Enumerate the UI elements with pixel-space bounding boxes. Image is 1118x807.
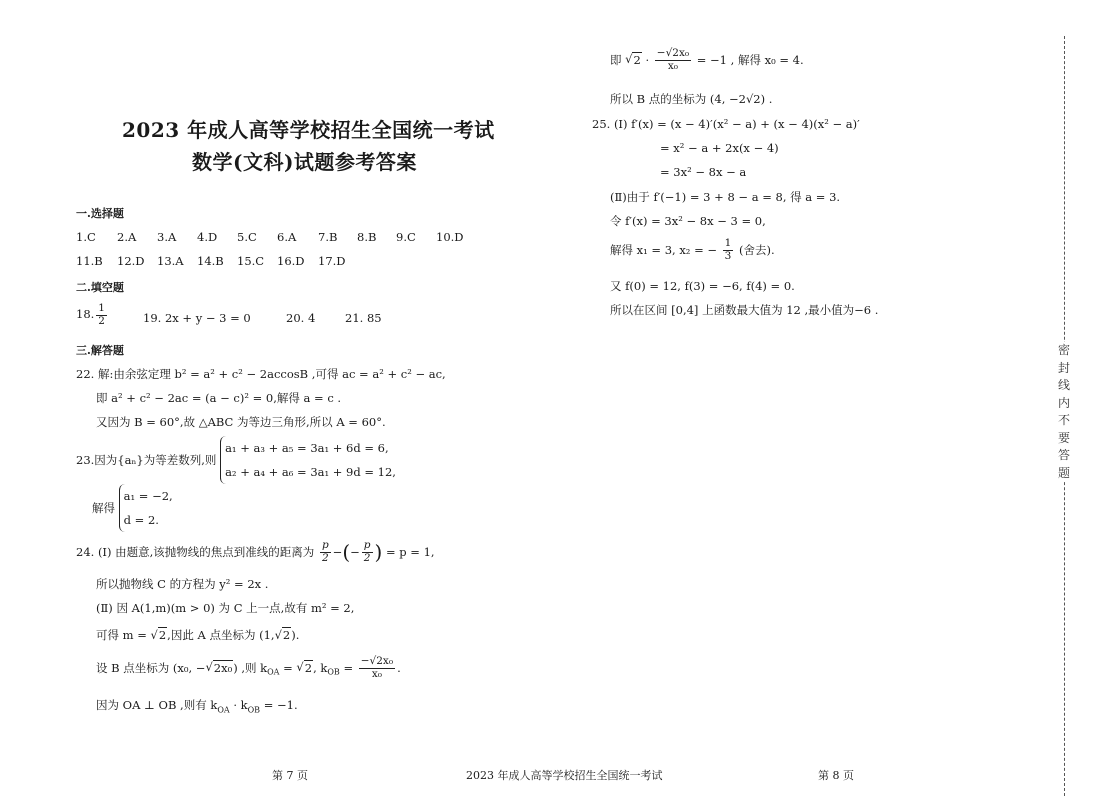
- choice-answer: 16.D: [277, 254, 305, 268]
- q23-equation-2: a₂ + a₄ + a₆ = 3a₁ + 9d = 12,: [225, 465, 396, 479]
- q23-prefix: 23.因为{aₙ}为等差数列,则: [76, 453, 217, 467]
- q25-line4: (Ⅱ)由于 f′(−1) = 3 + 8 − a = 8, 得 a = 3.: [610, 190, 841, 204]
- sqrt-radicand: 2x₀: [213, 661, 233, 676]
- q24-l4-text: ,因此 A 点坐标为 (1,: [167, 628, 275, 642]
- q23-result-1: a₁ = −2,: [123, 489, 173, 503]
- choice-answer: 7.B: [318, 230, 338, 244]
- page-title-line2: 数学(文科)试题参考答案: [192, 150, 417, 174]
- right-line1: 即 √2 · $\frac{\text{−√2x₀}}{\text{x₀}}$ = −1 , 解得 x₀ = 4.: [610, 47, 804, 72]
- q23-solve-prefix: 解得: [92, 501, 115, 515]
- fill-answer-21: 21. 85: [345, 311, 382, 325]
- q23-result-2: d = 2.: [123, 513, 159, 527]
- fraction-denominator: x₀: [667, 59, 678, 72]
- choice-answer: 17.D: [318, 254, 346, 268]
- minus-sign: −: [332, 545, 343, 560]
- q25-line7: 又 f(0) = 12, f(3) = −6, f(4) = 0.: [610, 279, 795, 293]
- left-paren: (: [342, 540, 351, 565]
- q24-line5: 设 B 点坐标为 (x₀, −√2x₀) ,则 $k_{OA} = √2$, $k_{OB}$ = $\frac{\text{−√2x₀}}{\text{x₀}}$ .: [96, 655, 401, 680]
- q24-line2: 所以抛物线 C 的方程为 y² = 2x .: [96, 577, 269, 591]
- q24-l5-text: ) ,则 k: [233, 661, 268, 676]
- q24-l4-text: ).: [291, 628, 300, 642]
- footer-page-left: 第 7 页: [272, 769, 308, 782]
- right-line2: 所以 B 点的坐标为 (4, −2√2) .: [610, 92, 773, 106]
- binding-warning-text: 密 封 线 内 不 要 答 题: [1055, 342, 1073, 482]
- subscript: OB: [327, 667, 340, 677]
- choice-answer: 9.C: [396, 230, 416, 244]
- q24-l1-text: 24. (Ⅰ) 由题意,该抛物线的焦点到准线的距离为: [76, 545, 315, 560]
- q25-line5: 令 f′(x) = 3x² − 8x − 3 = 0,: [610, 214, 766, 228]
- q24-l5-text: , k: [313, 661, 328, 676]
- q22-line2: 即 a² + c² − 2ac = (a − c)² = 0,解得 a = c .: [96, 391, 342, 405]
- fraction: [655, 48, 691, 72]
- q25-line8: 所以在区间 [0,4] 上函数最大值为 12 ,最小值为−6 .: [610, 303, 879, 317]
- footer-center-title: 2023 年成人高等学校招生全国统一考试: [466, 769, 663, 782]
- q22-line3: 又因为 B = 60°,故 △ABC 为等边三角形,所以 A = 60°.: [96, 415, 386, 429]
- q24-l5-text: 设 B 点坐标为 (x₀, −: [96, 661, 206, 676]
- choice-answer: 6.A: [277, 230, 297, 244]
- sqrt-radicand: 2: [158, 628, 167, 642]
- r1-text: = −1 , 解得 x₀ = 4.: [696, 53, 804, 68]
- fraction-denominator: x₀: [371, 667, 382, 680]
- subscript: OA: [217, 705, 230, 715]
- fraction-numerator: −√2x₀: [360, 655, 394, 667]
- q24-l4-text: 可得 m =: [96, 628, 147, 642]
- q25-l6-text: 解得 x₁ = 3, x₂ = −: [610, 243, 718, 258]
- q24-line6: [96, 697, 298, 714]
- q24-line1: [76, 540, 435, 564]
- section-heading-fill: 二.填空题: [76, 281, 124, 294]
- fraction-numerator: 1: [98, 302, 105, 314]
- solution-system: [119, 484, 173, 532]
- fraction-denominator: 2: [321, 551, 329, 564]
- equals: =: [283, 661, 293, 676]
- fill-18-label: 18.: [76, 307, 95, 322]
- period: .: [397, 661, 401, 676]
- choice-answer: 3.A: [157, 230, 177, 244]
- r1-text: 即: [610, 53, 622, 68]
- q24-l6-text: 因为 OA ⊥ OB ,则有 k: [96, 698, 218, 712]
- q24-l1-end: = p = 1,: [385, 545, 435, 560]
- subscript: OB: [247, 705, 261, 715]
- choice-answer: 13.A: [157, 254, 184, 268]
- q24-line3: (Ⅱ) 因 A(1,m)(m > 0) 为 C 上一点,故有 m² = 2,: [96, 601, 355, 615]
- q23-equation-1: a₁ + a₃ + a₅ = 3a₁ + 6d = 6,: [225, 441, 389, 455]
- q25-line3: = 3x² − 8x − a: [660, 165, 747, 179]
- q24-line4: 可得 m = √2,因此 A 点坐标为 (1,√2).: [96, 628, 300, 642]
- fraction-numerator: 1: [724, 237, 732, 249]
- choice-answer: 15.C: [237, 254, 265, 268]
- fraction: [359, 656, 395, 680]
- q23-solution: [92, 484, 173, 532]
- choice-answer: 11.B: [76, 254, 103, 268]
- fraction-denominator: 2: [363, 551, 371, 564]
- fill-answer-19: 19. 2x + y − 3 = 0: [143, 311, 251, 325]
- choice-answer: 14.B: [197, 254, 224, 268]
- fill-answer-20: 20. 4: [286, 311, 316, 325]
- section-heading-choice: 一.选择题: [76, 207, 124, 220]
- choice-answer: 2.A: [117, 230, 137, 244]
- section-heading-solve: 三.解答题: [76, 344, 124, 357]
- fraction-numerator: p: [363, 539, 371, 551]
- sqrt-radicand: 2: [633, 53, 641, 68]
- q24-l6-text: = −1.: [260, 698, 298, 712]
- q23-system: [76, 436, 396, 484]
- choice-answer: 1.C: [76, 230, 96, 244]
- q25-line6: [610, 238, 775, 262]
- footer-page-right: 第 8 页: [818, 769, 854, 782]
- fraction-denominator: 2: [98, 314, 105, 327]
- q22-line1: 22. 解:由余弦定理 b² = a² + c² − 2accosB ,可得 ac = a² + c² − ac,: [76, 367, 446, 381]
- choice-answer: 12.D: [117, 254, 145, 268]
- q25-l6-text: (舍去).: [739, 243, 775, 258]
- q24-l6-text: · k: [229, 698, 248, 712]
- fraction: [362, 540, 373, 564]
- q25-line2: = x² − a + 2x(x − 4): [660, 141, 779, 155]
- fraction-numerator: −√2x₀: [656, 47, 690, 59]
- fill-answer-18: [76, 303, 109, 327]
- sqrt-radicand: 2: [304, 661, 313, 676]
- right-paren: ): [374, 540, 383, 565]
- equation-system: [220, 436, 396, 484]
- fraction-denominator: 3: [724, 249, 732, 262]
- sqrt-radicand: 2: [282, 628, 291, 642]
- page-title-line1: 2023 年成人高等学校招生全国统一考试: [122, 118, 495, 142]
- subscript: OA: [267, 667, 280, 677]
- q25-line1: 25. (Ⅰ) f′(x) = (x − 4)′(x² − a) + (x − 4)(x² − a)′: [592, 117, 860, 131]
- choice-answer: 10.D: [436, 230, 464, 244]
- minus-sign: −: [350, 545, 360, 560]
- fraction: [723, 238, 734, 262]
- equals: =: [343, 661, 354, 676]
- choice-answer: 8.B: [357, 230, 377, 244]
- dot: ·: [641, 53, 650, 68]
- choice-answer: 4.D: [197, 230, 218, 244]
- choice-answer: 5.C: [237, 230, 257, 244]
- fraction: [96, 303, 107, 327]
- fraction: [320, 540, 331, 564]
- fraction-numerator: p: [321, 539, 329, 551]
